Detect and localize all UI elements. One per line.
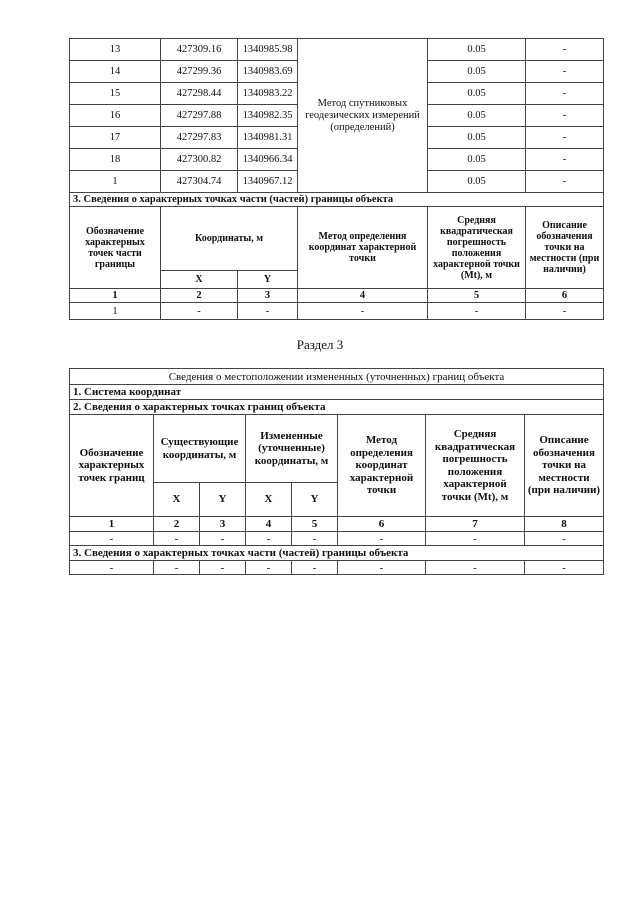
table-cell: - <box>200 532 246 546</box>
method-cell: Метод спутниковых геодезических измерений (определений) <box>298 39 428 193</box>
col-number: 2 <box>154 517 200 532</box>
table-cell: - <box>70 532 154 546</box>
points-section-title: 2. Сведения о характерных точках границ объекта <box>70 400 604 415</box>
col-number: 5 <box>292 517 338 532</box>
point-cell: 13 <box>70 39 161 61</box>
mt-cell: 0.05 <box>428 83 526 105</box>
part-section-title: 3. Сведения о характерных точках части (частей) границы объекта <box>70 193 604 207</box>
method-cell: - <box>298 303 428 320</box>
desc-cell: - <box>526 171 604 193</box>
header-row <box>70 207 604 271</box>
point-cell: 15 <box>70 83 161 105</box>
mt-cell: 0.05 <box>428 61 526 83</box>
col-number: 6 <box>526 289 604 303</box>
header-x: X <box>246 483 292 517</box>
x-cell: 427300.82 <box>161 149 238 171</box>
x-cell: 427297.88 <box>161 105 238 127</box>
header-method: Метод определения координат характерной точки <box>298 207 428 289</box>
table-cell: - <box>246 532 292 546</box>
mt-cell: 0.05 <box>428 105 526 127</box>
desc-cell: - <box>526 39 604 61</box>
x-cell: 427304.74 <box>161 171 238 193</box>
col-number: 6 <box>338 517 426 532</box>
header-mt: Средняя квадратическая погрешность положения характерной точки (Mt), м <box>426 415 525 517</box>
col-number: 7 <box>426 517 525 532</box>
y-cell: 1340967.12 <box>238 171 298 193</box>
col-number: 8 <box>525 517 604 532</box>
col-number: 3 <box>238 289 298 303</box>
y-cell: 1340983.69 <box>238 61 298 83</box>
header-description: Описание обозначения точки на местности (при наличии) <box>526 207 604 289</box>
point-cell: 1 <box>70 303 161 320</box>
x-cell: - <box>161 303 238 320</box>
table-cell: - <box>525 532 604 546</box>
header-row <box>70 415 604 483</box>
table-title-row <box>70 369 604 385</box>
col-number: 1 <box>70 517 154 532</box>
table-cell: - <box>70 561 154 575</box>
x-cell: 427299.36 <box>161 61 238 83</box>
section-title: Раздел 3 <box>296 337 344 352</box>
point-cell: 18 <box>70 149 161 171</box>
header-y: Y <box>200 483 246 517</box>
header-x: X <box>154 483 200 517</box>
mt-cell: 0.05 <box>428 149 526 171</box>
header-x: X <box>161 271 238 289</box>
header-point: Обозначение характерных точек части границы <box>70 207 161 289</box>
desc-cell: - <box>526 127 604 149</box>
header-existing-coordinates: Существующие координаты, м <box>154 415 246 483</box>
table-cell: - <box>154 532 200 546</box>
point-cell: 1 <box>70 171 161 193</box>
part-section-title: 3. Сведения о характерных точках части (частей) границы объекта <box>70 546 604 561</box>
table-row <box>70 532 604 546</box>
header-y: Y <box>238 271 298 289</box>
header-point: Обозначение характерных точек границ <box>70 415 154 517</box>
header-mt: Средняя квадратическая погрешность положения характерной точки (Mt), м <box>428 207 526 289</box>
table-cell: - <box>200 561 246 575</box>
table-title: Сведения о местоположении измененных (уточненных) границ объекта <box>70 369 604 385</box>
table-cell: - <box>525 561 604 575</box>
table-cell: - <box>292 532 338 546</box>
section-header-row <box>70 193 604 207</box>
table-cell: - <box>154 561 200 575</box>
x-cell: 427297.83 <box>161 127 238 149</box>
mt-cell: 0.05 <box>428 127 526 149</box>
coordinates-table-continued <box>69 38 604 320</box>
coordinate-system-title: 1. Система координат <box>70 385 604 400</box>
header-method: Метод определения координат характерной точки <box>338 415 426 517</box>
table-row <box>70 303 604 320</box>
mt-cell: - <box>428 303 526 320</box>
table-cell: - <box>338 561 426 575</box>
column-numbers-row <box>70 289 604 303</box>
desc-cell: - <box>526 149 604 171</box>
section-header-row <box>70 385 604 400</box>
y-cell: 1340966.34 <box>238 149 298 171</box>
y-cell: 1340985.98 <box>238 39 298 61</box>
desc-cell: - <box>526 303 604 320</box>
y-cell: - <box>238 303 298 320</box>
table-row <box>70 39 604 61</box>
point-cell: 17 <box>70 127 161 149</box>
table-cell: - <box>246 561 292 575</box>
mt-cell: 0.05 <box>428 39 526 61</box>
col-number: 2 <box>161 289 238 303</box>
desc-cell: - <box>526 105 604 127</box>
table-cell: - <box>292 561 338 575</box>
table-cell: - <box>426 532 525 546</box>
point-cell: 14 <box>70 61 161 83</box>
col-number: 4 <box>298 289 428 303</box>
x-cell: 427309.16 <box>161 39 238 61</box>
table-row <box>70 561 604 575</box>
y-cell: 1340981.31 <box>238 127 298 149</box>
y-cell: 1340983.22 <box>238 83 298 105</box>
y-cell: 1340982.35 <box>238 105 298 127</box>
col-number: 3 <box>200 517 246 532</box>
header-coordinates: Координаты, м <box>161 207 298 271</box>
desc-cell: - <box>526 61 604 83</box>
section-header-row <box>70 546 604 561</box>
col-number: 1 <box>70 289 161 303</box>
x-cell: 427298.44 <box>161 83 238 105</box>
point-cell: 16 <box>70 105 161 127</box>
header-changed-coordinates: Измененные (уточненные) координаты, м <box>246 415 338 483</box>
col-number: 4 <box>246 517 292 532</box>
mt-cell: 0.05 <box>428 171 526 193</box>
changed-boundaries-table <box>69 368 604 575</box>
header-description: Описание обозначения точки на местности (при наличии) <box>525 415 604 517</box>
col-number: 5 <box>428 289 526 303</box>
desc-cell: - <box>526 83 604 105</box>
column-numbers-row <box>70 517 604 532</box>
table-cell: - <box>338 532 426 546</box>
header-y: Y <box>292 483 338 517</box>
section-header-row <box>70 400 604 415</box>
table-cell: - <box>426 561 525 575</box>
